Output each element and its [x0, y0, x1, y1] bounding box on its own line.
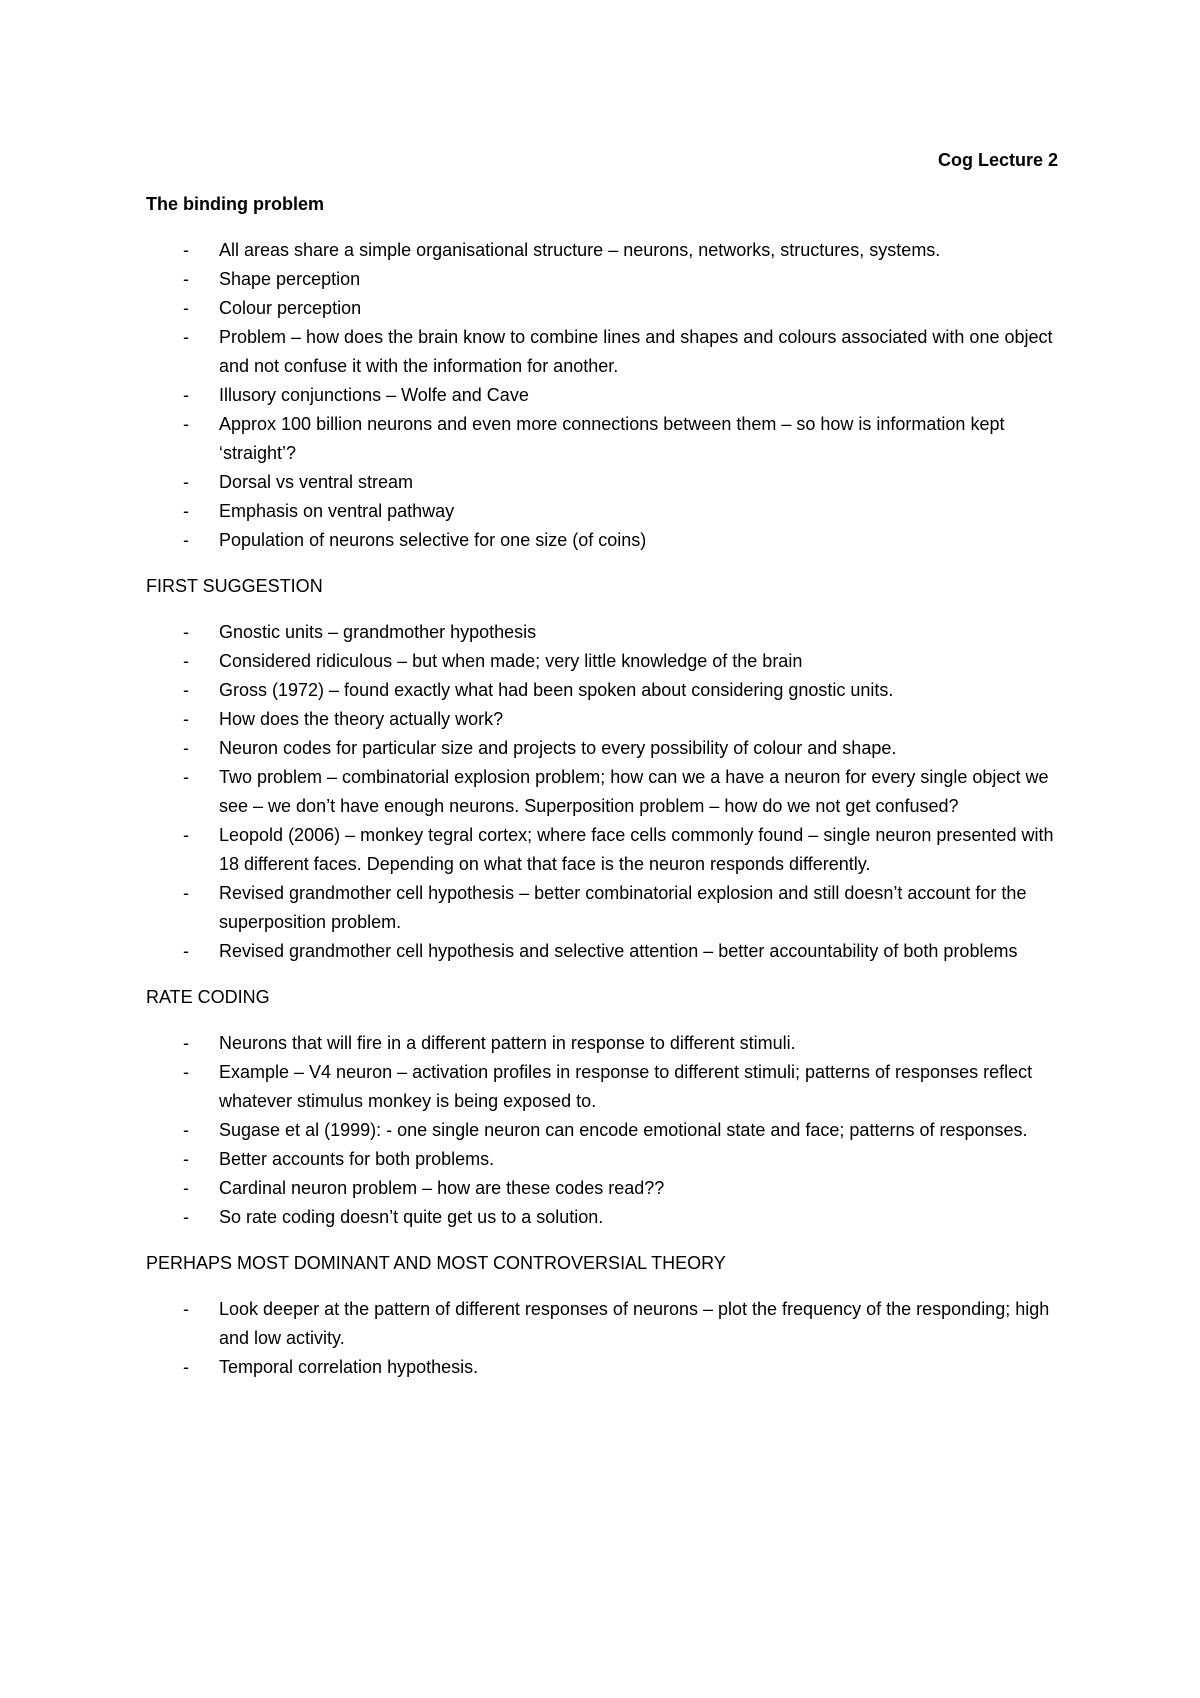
list-item: - Cardinal neuron problem – how are these codes read??: [146, 1174, 1066, 1203]
dash-bullet: -: [183, 269, 189, 289]
list-item: - Temporal correlation hypothesis.: [146, 1353, 1066, 1382]
list-item: - Considered ridiculous – but when made; very little knowledge of the brain: [146, 647, 1066, 676]
dash-bullet: -: [183, 1033, 189, 1053]
list-item: - Revised grandmother cell hypothesis – better combinatorial explosion and still doesn’t account for the superposition problem.: [146, 879, 1066, 937]
list-item: - How does the theory actually work?: [146, 705, 1066, 734]
dash-bullet: -: [183, 709, 189, 729]
bullet-list: [146, 236, 1066, 555]
document-header: Cog Lecture 2: [937, 150, 1058, 170]
list-item: - Revised grandmother cell hypothesis and selective attention – better accountability of both problems: [146, 937, 1066, 966]
dash-bullet: -: [183, 738, 189, 758]
section-heading: RATE CODING: [146, 987, 270, 1007]
bullet-list: [146, 618, 1066, 966]
dash-bullet: -: [183, 622, 189, 642]
bullet-list: [146, 1029, 1066, 1232]
list-item: - Gross (1972) – found exactly what had been spoken about considering gnostic units.: [146, 676, 1066, 705]
dash-bullet: -: [183, 327, 189, 347]
dash-bullet: -: [183, 680, 189, 700]
section-heading: FIRST SUGGESTION: [146, 576, 323, 596]
list-item: - Better accounts for both problems.: [146, 1145, 1066, 1174]
list-item: - Neuron codes for particular size and projects to every possibility of colour and shape.: [146, 734, 1066, 763]
list-item: - Colour perception: [146, 294, 1066, 323]
list-item: - Example – V4 neuron – activation profiles in response to different stimuli; patterns of responses reflect whatever stimulus monkey is being exposed to.: [146, 1058, 1066, 1116]
document-body: [146, 146, 1066, 1399]
dash-bullet: -: [183, 1062, 189, 1082]
bullet-list: [146, 1295, 1066, 1382]
list-item: - Gnostic units – grandmother hypothesis: [146, 618, 1066, 647]
dash-bullet: -: [183, 941, 189, 961]
list-item: - Neurons that will fire in a different pattern in response to different stimuli.: [146, 1029, 1066, 1058]
dash-bullet: -: [183, 530, 189, 550]
list-item: - Problem – how does the brain know to combine lines and shapes and colours associated with one object and not confuse it with the information for another.: [146, 323, 1066, 381]
list-item: - Sugase et al (1999): - one single neuron can encode emotional state and face; patterns of responses.: [146, 1116, 1066, 1145]
dash-bullet: -: [183, 1178, 189, 1198]
dash-bullet: -: [183, 651, 189, 671]
list-item: - Look deeper at the pattern of different responses of neurons – plot the frequency of the responding; high and low activity.: [146, 1295, 1066, 1353]
dash-bullet: -: [183, 1120, 189, 1140]
list-item: - So rate coding doesn’t quite get us to a solution.: [146, 1203, 1066, 1232]
dash-bullet: -: [183, 240, 189, 260]
dash-bullet: -: [183, 883, 189, 903]
dash-bullet: -: [183, 472, 189, 492]
dash-bullet: -: [183, 1357, 189, 1377]
list-item: - Emphasis on ventral pathway: [146, 497, 1066, 526]
dash-bullet: -: [183, 414, 189, 434]
dash-bullet: -: [183, 501, 189, 521]
list-item: - Approx 100 billion neurons and even more connections between them – so how is information kept ‘straight’?: [146, 410, 1066, 468]
list-item: - Leopold (2006) – monkey tegral cortex; where face cells commonly found – single neuron presented with 18 different faces. Depending on what that face is the neuron responds differently.: [146, 821, 1066, 879]
list-item: - Illusory conjunctions – Wolfe and Cave: [146, 381, 1066, 410]
dash-bullet: -: [183, 385, 189, 405]
dash-bullet: -: [183, 825, 189, 845]
dash-bullet: -: [183, 1299, 189, 1319]
dash-bullet: -: [183, 1207, 189, 1227]
dash-bullet: -: [183, 767, 189, 787]
section-heading: PERHAPS MOST DOMINANT AND MOST CONTROVERSIAL THEORY: [146, 1253, 726, 1273]
dash-bullet: -: [183, 298, 189, 318]
list-item: - All areas share a simple organisational structure – neurons, networks, structures, systems.: [146, 236, 1066, 265]
list-item: - Shape perception: [146, 265, 1066, 294]
list-item: - Population of neurons selective for one size (of coins): [146, 526, 1066, 555]
list-item: - Dorsal vs ventral stream: [146, 468, 1066, 497]
list-item: - Two problem – combinatorial explosion problem; how can we a have a neuron for every single object we see – we don’t have enough neurons. Superposition problem – how do we not get confused?: [146, 763, 1066, 821]
section-heading: The binding problem: [146, 194, 324, 214]
dash-bullet: -: [183, 1149, 189, 1169]
